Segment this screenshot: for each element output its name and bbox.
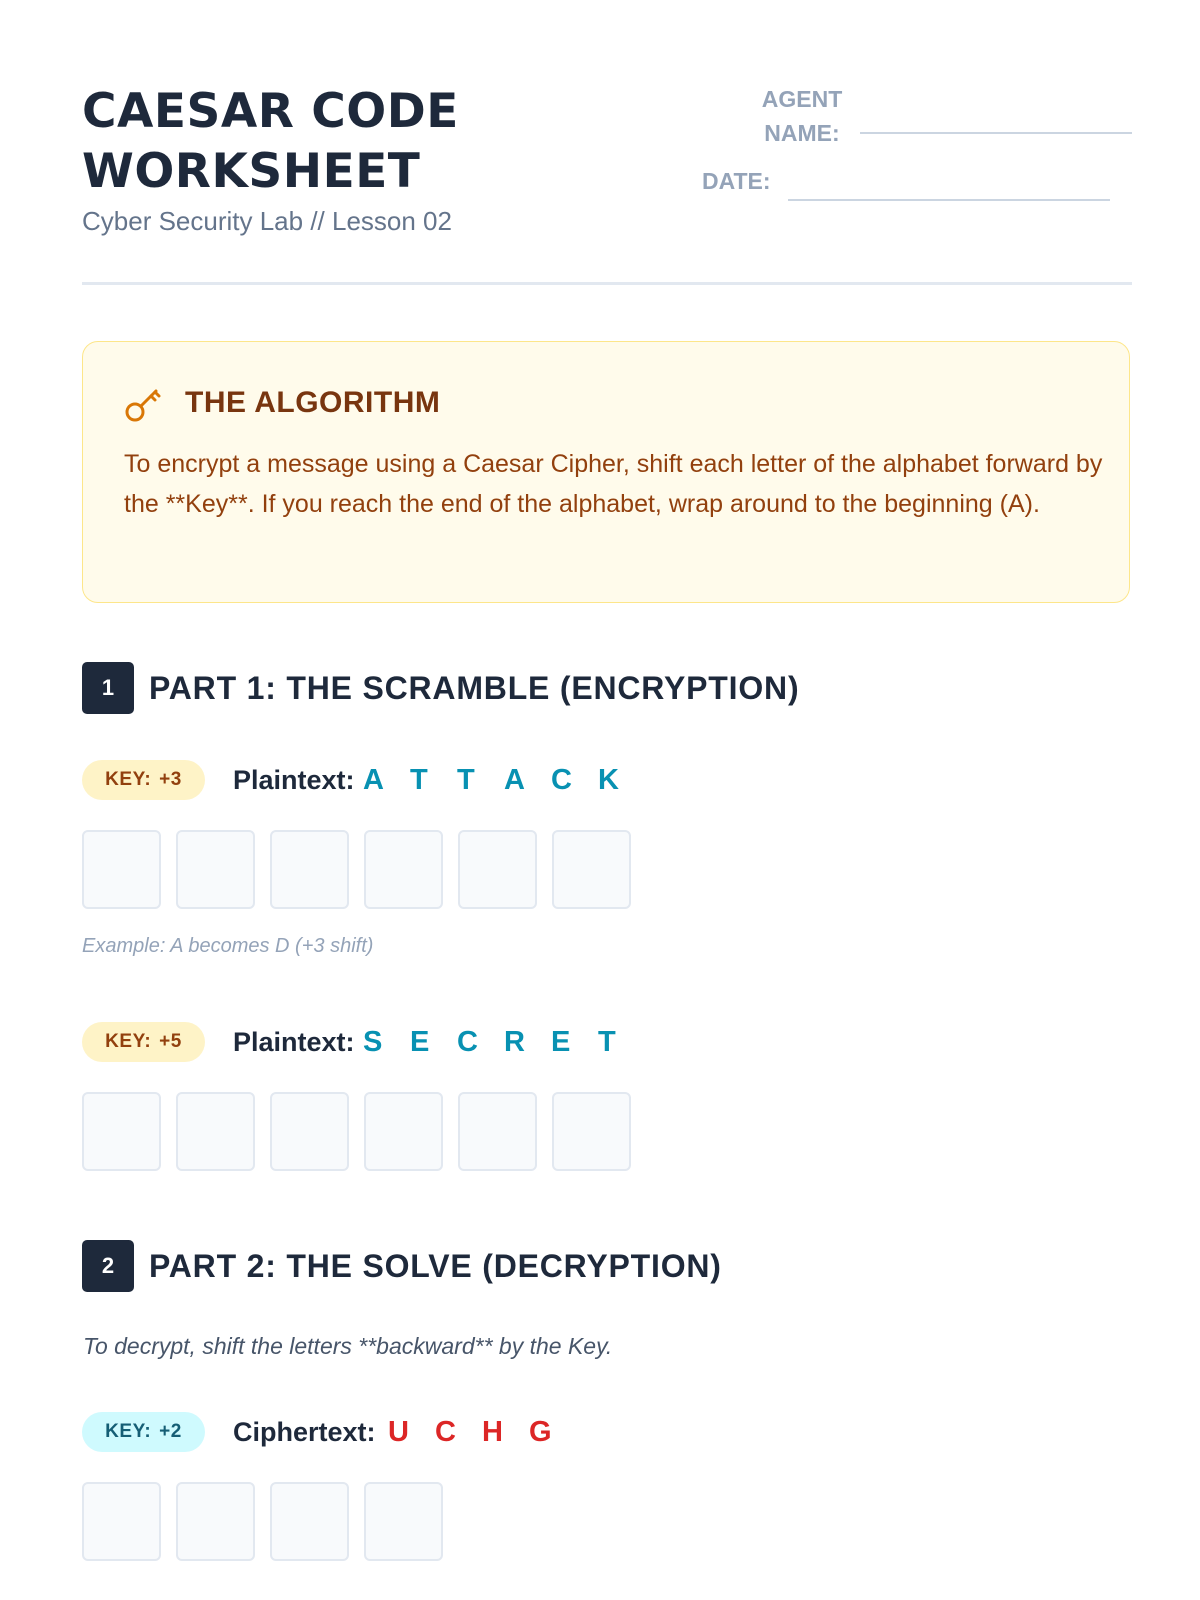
answer-box[interactable] — [364, 1092, 443, 1171]
plaintext-letter: R — [504, 1026, 525, 1058]
answer-box[interactable] — [270, 830, 349, 909]
ciphertext-letter: C — [435, 1416, 456, 1448]
agent-label-line-1: AGENT — [761, 86, 843, 112]
page-title — [82, 82, 459, 202]
key-label: KEY: — [105, 1031, 152, 1052]
answer-box[interactable] — [270, 1092, 349, 1171]
plaintext-letter: E — [410, 1026, 430, 1058]
ciphertext-letter: G — [529, 1416, 552, 1448]
answer-box[interactable] — [176, 1482, 255, 1561]
title-line-2: WORKSHEET — [82, 144, 421, 199]
answer-box[interactable] — [364, 830, 443, 909]
title-line-1: CAESAR CODE — [82, 84, 459, 139]
answer-box[interactable] — [82, 1482, 161, 1561]
answer-box[interactable] — [82, 1092, 161, 1171]
agent-name-label — [752, 82, 852, 150]
plaintext-letter: T — [598, 1026, 616, 1058]
key-value: +2 — [159, 1421, 182, 1442]
example-hint: Example: A becomes D (+3 shift) — [82, 935, 374, 957]
key-badge — [82, 760, 205, 800]
answer-box[interactable] — [552, 830, 631, 909]
plaintext-letter: T — [457, 764, 475, 796]
plaintext-label: Plaintext: — [233, 1027, 355, 1057]
ciphertext-label: Ciphertext: — [233, 1417, 376, 1447]
agent-name-line[interactable] — [860, 132, 1132, 134]
page-subtitle: Cyber Security Lab // Lesson 02 — [82, 206, 452, 236]
answer-box[interactable] — [176, 1092, 255, 1171]
answer-box[interactable] — [364, 1482, 443, 1561]
answer-boxes — [82, 1092, 631, 1171]
key-label: KEY: — [105, 769, 152, 790]
answer-box[interactable] — [458, 1092, 537, 1171]
algorithm-box — [82, 341, 1130, 603]
key-badge — [82, 1412, 205, 1452]
ciphertext-letter: H — [482, 1416, 503, 1448]
answer-box[interactable] — [176, 830, 255, 909]
plaintext-letter: E — [551, 1026, 571, 1058]
plaintext-letter: C — [457, 1026, 478, 1058]
answer-boxes — [82, 1482, 443, 1561]
key-value: +3 — [159, 769, 182, 790]
algorithm-text: To encrypt a message using a Caesar Cipher, shift each letter of the alphabet forward by the **Key**. If you reach the end of the alphabet, wrap around to the beginning (A). — [124, 450, 1103, 518]
plaintext-letter: T — [410, 764, 428, 796]
answer-box[interactable] — [552, 1092, 631, 1171]
key-icon — [123, 384, 163, 424]
plaintext-letter: K — [598, 764, 619, 796]
agent-label-line-2: NAME: — [764, 120, 840, 146]
key-label: KEY: — [105, 1421, 152, 1442]
answer-box[interactable] — [270, 1482, 349, 1561]
date-label: DATE: — [702, 168, 771, 194]
ciphertext-letter: U — [388, 1416, 409, 1448]
plaintext-letter: S — [363, 1026, 383, 1058]
algorithm-title: THE ALGORITHM — [185, 386, 441, 419]
part-2-title: PART 2: THE SOLVE (DECRYPTION) — [149, 1248, 722, 1284]
answer-boxes — [82, 830, 631, 909]
ciphertext-letters — [388, 1412, 576, 1452]
plaintext-letter: A — [363, 764, 384, 796]
key-value: +5 — [159, 1031, 182, 1052]
plaintext-letter: C — [551, 764, 572, 796]
header-divider — [82, 282, 1132, 285]
answer-box[interactable] — [458, 830, 537, 909]
date-line[interactable] — [788, 199, 1110, 201]
decrypt-instruction: To decrypt, shift the letters **backward** by the Key. — [83, 1333, 613, 1359]
plaintext-letters — [363, 1022, 645, 1062]
part-1-badge: 1 — [82, 662, 134, 714]
plaintext-label: Plaintext: — [233, 765, 355, 795]
answer-box[interactable] — [82, 830, 161, 909]
part-2-badge: 2 — [82, 1240, 134, 1292]
plaintext-letters — [363, 760, 645, 800]
plaintext-letter: A — [504, 764, 525, 796]
key-badge — [82, 1022, 205, 1062]
part-1-title: PART 1: THE SCRAMBLE (ENCRYPTION) — [149, 670, 800, 706]
